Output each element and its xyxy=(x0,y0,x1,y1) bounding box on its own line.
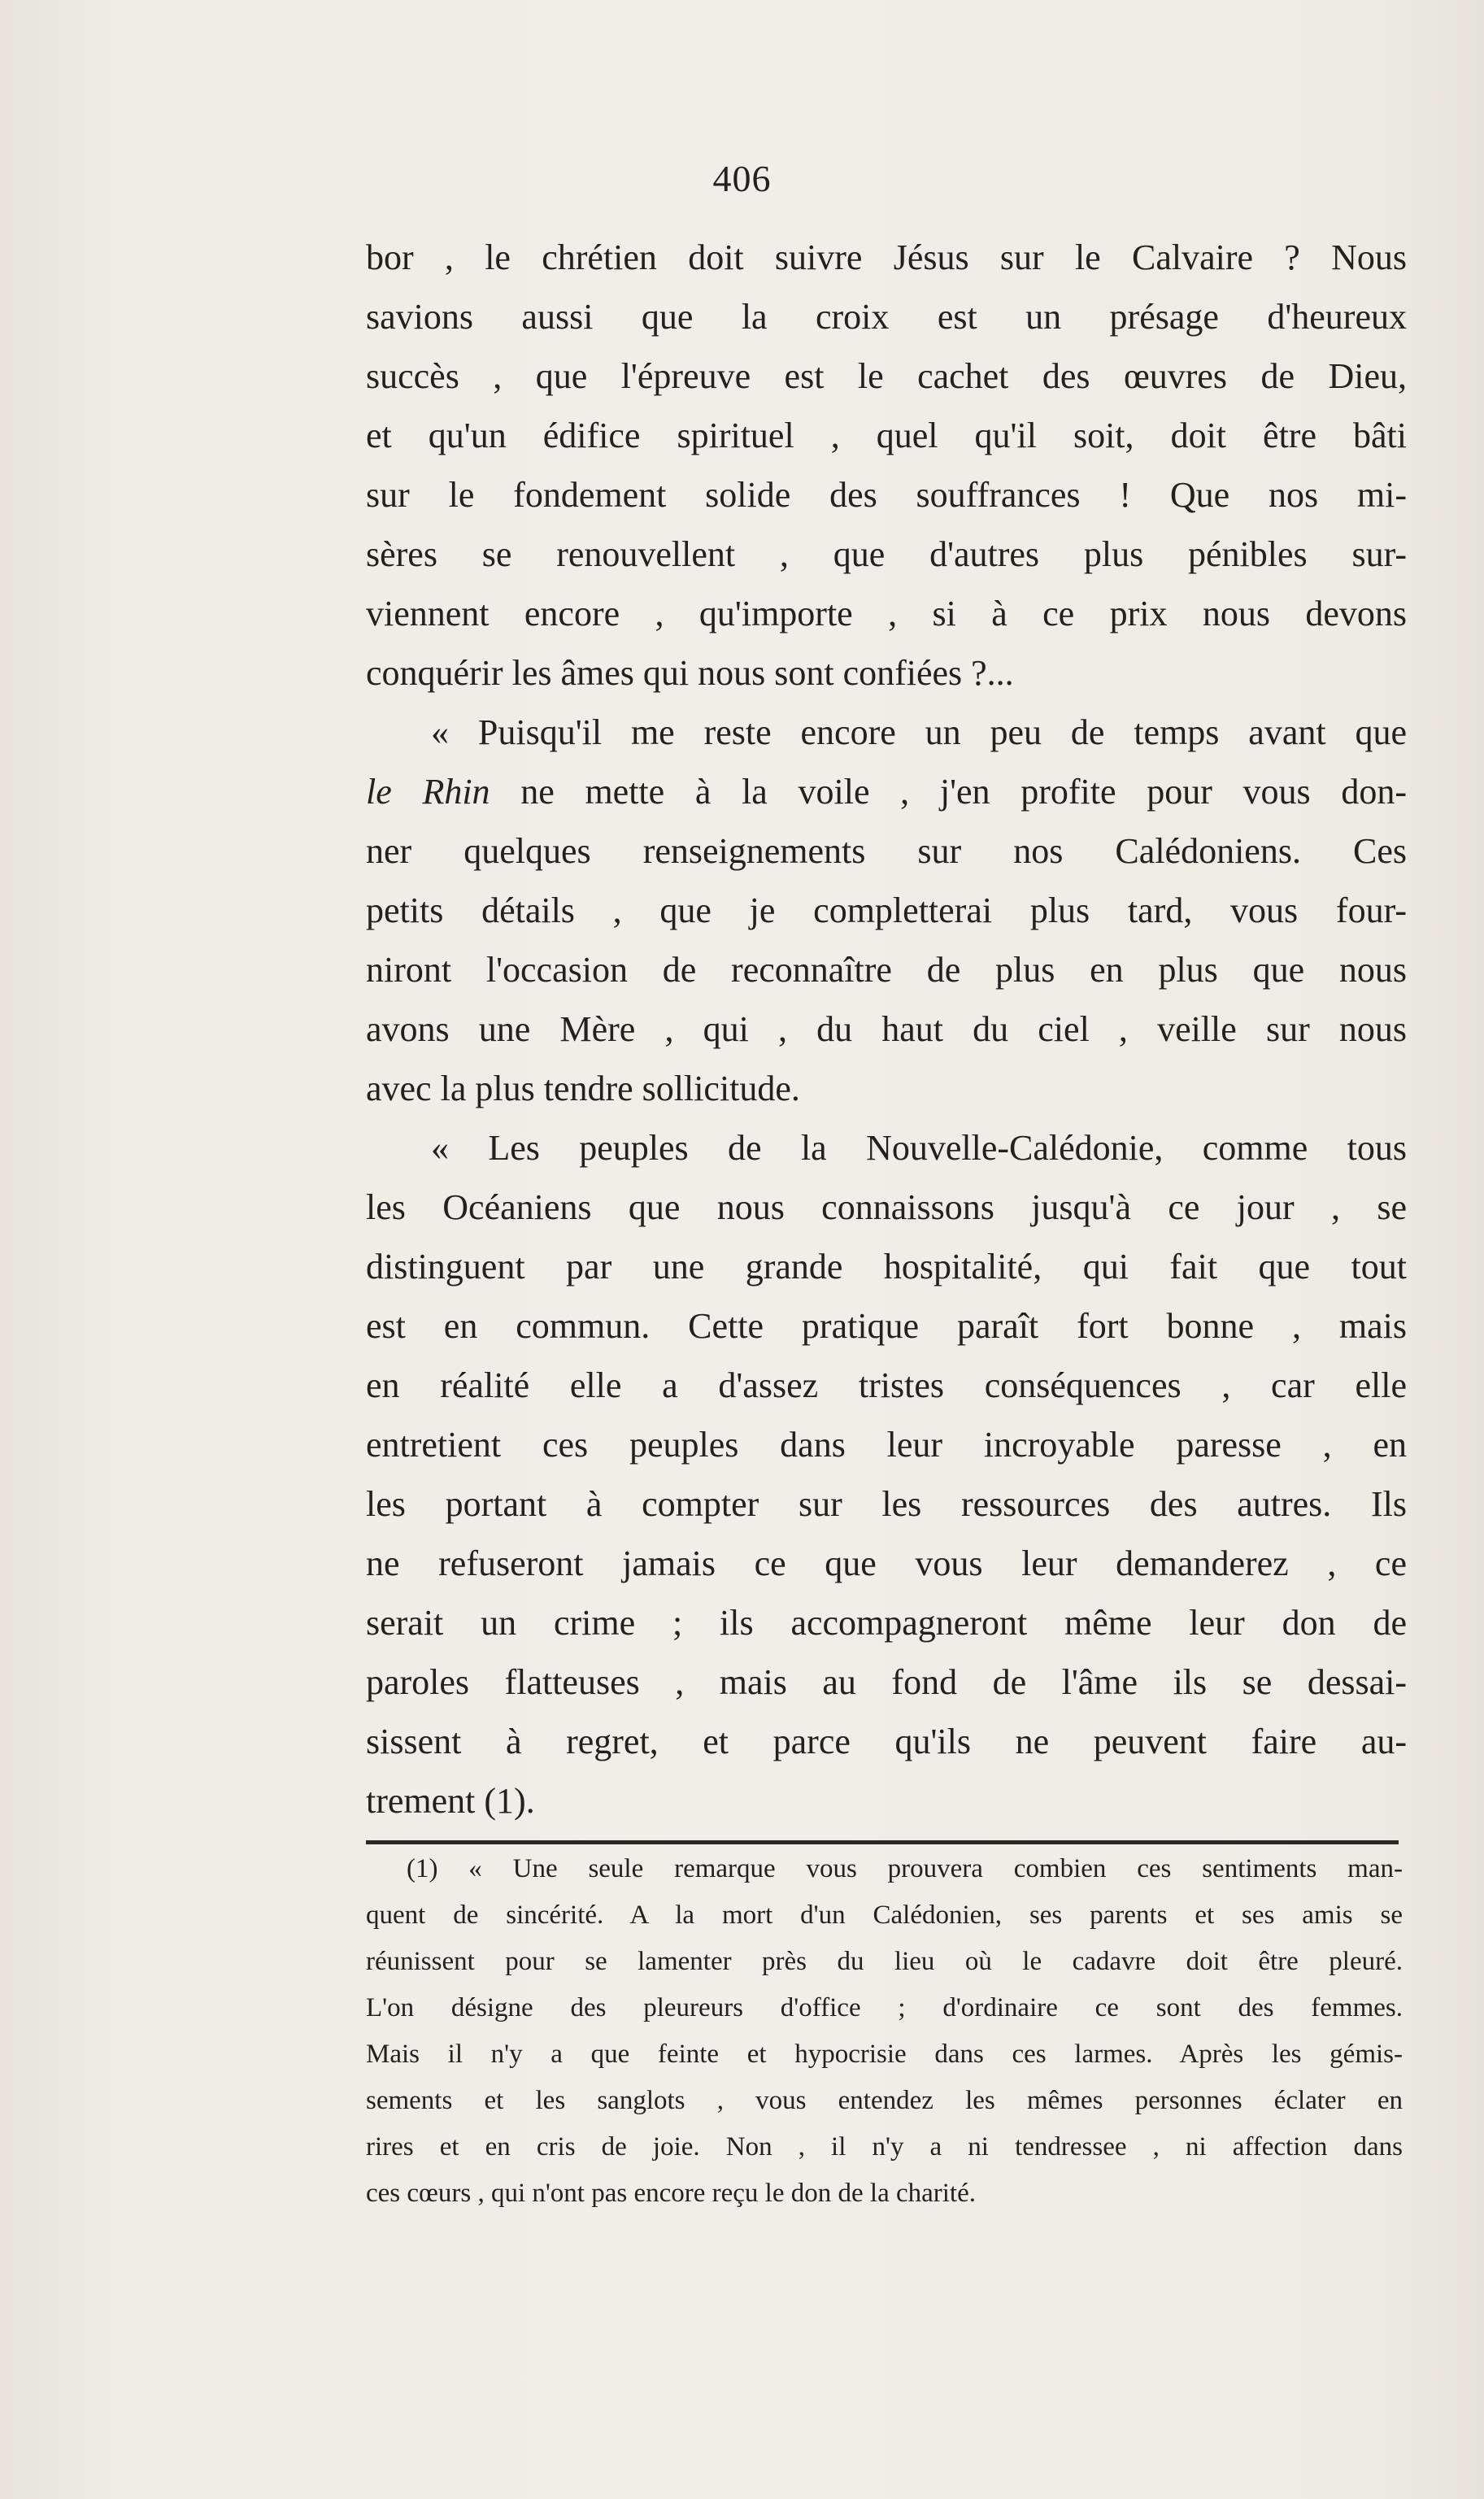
text-line: sères se renouvellent , que d'autres plus pénibles sur- xyxy=(366,534,1407,574)
footnote xyxy=(366,1846,1403,2217)
text-line: avons une Mère , qui , du haut du ciel , veille sur nous xyxy=(366,1009,1407,1049)
text-line: savions aussi que la croix est un présage d'heureux xyxy=(366,297,1407,337)
text-line: ner quelques renseignements sur nos Calédoniens. Ces xyxy=(366,831,1407,871)
footnote-line: L'on désigne des pleureurs d'office ; d'ordinaire ce sont des femmes. xyxy=(366,1993,1403,2022)
text-line: conquérir les âmes qui nous sont confiées ?... xyxy=(366,653,1014,693)
footnote-divider xyxy=(366,1840,1399,1844)
text-line: est en commun. Cette pratique paraît fort bonne , mais xyxy=(366,1306,1407,1346)
ship-name-italic: le Rhin xyxy=(366,772,490,812)
text-line: les portant à compter sur les ressources des autres. Ils xyxy=(366,1484,1407,1524)
page-number: 406 xyxy=(712,158,772,199)
footnote-line: réunissent pour se lamenter près du lieu où le cadavre doit être pleuré. xyxy=(366,1947,1403,1976)
text-line: viennent encore , qu'importe , si à ce prix nous devons xyxy=(366,594,1407,633)
text-line: entretient ces peuples dans leur incroyable paresse , en xyxy=(366,1425,1407,1465)
text-line: « Puisqu'il me reste encore un peu de temps avant que xyxy=(431,712,1407,752)
text-line: et qu'un édifice spirituel , quel qu'il soit, doit être bâti xyxy=(366,416,1407,455)
footnote-line: sements et les sanglots , vous entendez les mêmes personnes éclater en xyxy=(366,2086,1403,2115)
text-line: bor , le chrétien doit suivre Jésus sur le Calvaire ? Nous xyxy=(366,237,1407,277)
text-line: succès , que l'épreuve est le cachet des œuvres de Dieu, xyxy=(366,356,1407,396)
text-line xyxy=(366,762,1407,821)
text-line: sur le fondement solide des souffrances ! Que nos mi- xyxy=(366,475,1407,515)
text-line: avec la plus tendre sollicitude. xyxy=(366,1069,800,1108)
text-line: trement (1). xyxy=(366,1781,535,1821)
text-line: distinguent par une grande hospitalité, qui fait que tout xyxy=(366,1247,1407,1287)
text-line: petits détails , que je completterai plus tard, vous four- xyxy=(366,890,1407,930)
footnote-line: ces cœurs , qui n'ont pas encore reçu le don de la charité. xyxy=(366,2179,976,2208)
footnote-line: (1) « Une seule remarque vous prouvera combien ces sentiments man- xyxy=(407,1854,1403,1883)
text-line: sissent à regret, et parce qu'ils ne peuvent faire au- xyxy=(366,1722,1407,1761)
text-line: « Les peuples de la Nouvelle-Calédonie, comme tous xyxy=(431,1128,1407,1168)
footnote-line: Mais il n'y a que feinte et hypocrisie dans ces larmes. Après les gémis- xyxy=(366,2040,1403,2069)
main-text xyxy=(366,228,1407,1831)
text-line-rest: ne mette à la voile , j'en profite pour vous don- xyxy=(490,772,1407,812)
text-line: serait un crime ; ils accompagneront même leur don de xyxy=(366,1603,1407,1643)
text-line: les Océaniens que nous connaissons jusqu'à ce jour , se xyxy=(366,1187,1407,1227)
text-line: niront l'occasion de reconnaître de plus en plus que nous xyxy=(366,950,1407,990)
text-line: ne refuseront jamais ce que vous leur demanderez , ce xyxy=(366,1543,1407,1583)
text-line: en réalité elle a d'assez tristes conséquences , car elle xyxy=(366,1365,1407,1405)
footnote-line: quent de sincérité. A la mort d'un Calédonien, ses parents et ses amis se xyxy=(366,1900,1403,1930)
footnote-line: rires et en cris de joie. Non , il n'y a ni tendressee , ni affection dans xyxy=(366,2132,1403,2162)
text-line: paroles flatteuses , mais au fond de l'âme ils se dessai- xyxy=(366,1662,1407,1702)
